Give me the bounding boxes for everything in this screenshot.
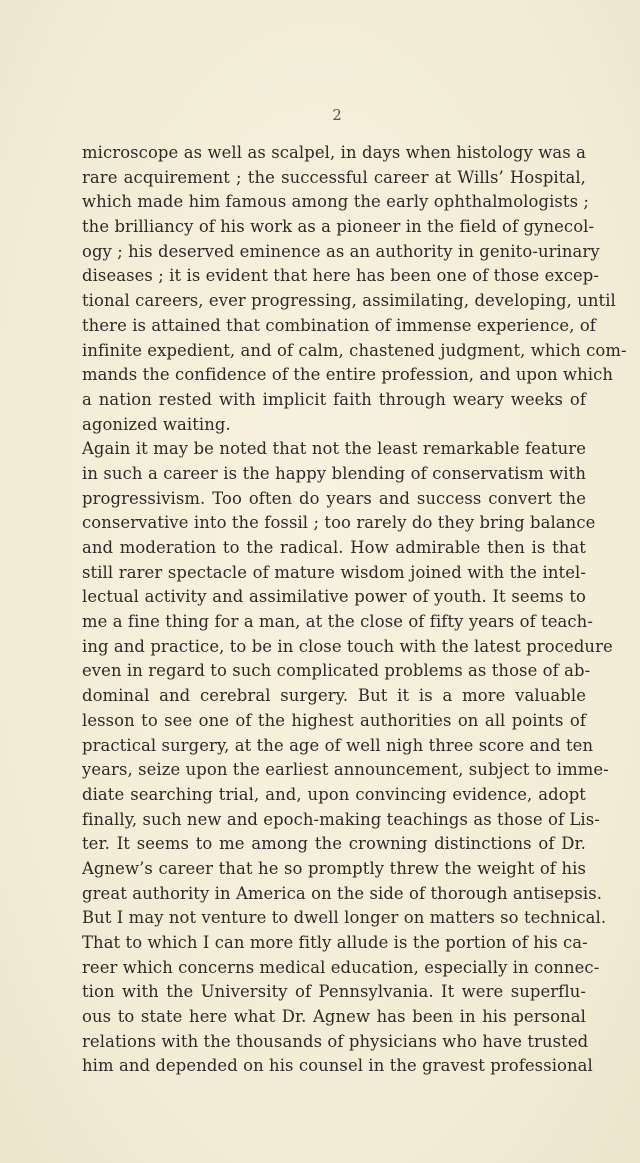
text-line: me a fine thing for a man, at the close of fifty years of teach- [82,612,593,632]
text-line: Again it may be noted that not the least remarkable feature [82,439,586,459]
text-line: lesson to see one of the highest authorities on all points of [82,710,586,730]
text-line: years, seize upon the earliest announcement, subject to imme- [82,760,609,780]
text-line: That to which I can more fitly allude is the portion of his ca- [82,933,588,952]
text-line: in such a career is the happy blending of conservatism with [82,463,586,483]
text-line: the brilliancy of his work as a pioneer in the field of gynecol- [82,217,595,237]
text-line: infinite expedient, and of calm, chastened judgment, which com- [82,340,627,360]
text-line: conservative into the fossil ; too rarely do they bring balance [82,513,596,533]
text-line: dominal and cerebral surgery. But it is a more valuable [82,686,586,706]
text-line: diseases ; it is evident that here has been one of those excep- [82,266,600,286]
text-line: finally, such new and epoch-making teachings as those of Lis- [82,809,600,829]
text-line: ter. It seems to me among the crowning distinctions of Dr. [82,834,586,854]
text-line: tion with the University of Pennsylvania. It were superflu- [82,982,586,1002]
text-line: progressivism. Too often do years and success convert the [82,488,586,508]
text-line: a nation rested with implicit faith through weary weeks of [82,389,586,409]
text-line: there is attained that combination of immense experience, of [82,315,596,335]
text-line: Agnew’s career that he so promptly threw the weight of his [82,858,586,878]
text-line: even in regard to such complicated problems as those of ab- [82,661,591,681]
paragraph-2 [82,437,613,1079]
text-line: But I may not venture to dwell longer on matters so technical. [82,908,607,928]
text-line: ing and practice, to be in close touch with the latest procedure [82,636,613,656]
paragraph-1 [82,141,627,437]
text-line: reer which concerns medical education, especially in connec- [82,957,600,977]
text-line: and moderation to the radical. How admirable then is that [82,538,586,557]
text-line: microscope as well as scalpel, in days when histology was a [82,143,586,162]
text-line: tional careers, ever progressing, assimilating, developing, until [82,291,616,311]
page-number: 2 [332,106,342,124]
text-line: ogy ; his deserved eminence as an authority in genito-urinary [82,241,600,261]
text-line: still rarer spectacle of mature wisdom joined with the intel- [82,562,586,582]
text-line: agonized waiting. [82,414,231,434]
text-line: ous to state here what Dr. Agnew has been in his personal [82,1007,586,1027]
text-line: practical surgery, at the age of well nigh three score and ten [82,735,594,755]
text-line: relations with the thousands of physicians who have trusted [82,1031,589,1051]
text-line: lectual activity and assimilative power of youth. It seems to [82,587,586,607]
text-line: mands the confidence of the entire profession, and upon which [82,365,614,385]
text-line: great authority in America on the side of thorough antisepsis. [82,883,603,903]
text-line: rare acquirement ; the successful career at Wills’ Hospital, [82,167,586,187]
text-line: which made him famous among the early ophthalmologists ; [82,192,590,212]
body-text [82,141,627,1079]
text-line: him and depended on his counsel in the gravest professional [82,1056,593,1076]
text-line: diate searching trial, and, upon convincing evidence, adopt [82,784,586,804]
